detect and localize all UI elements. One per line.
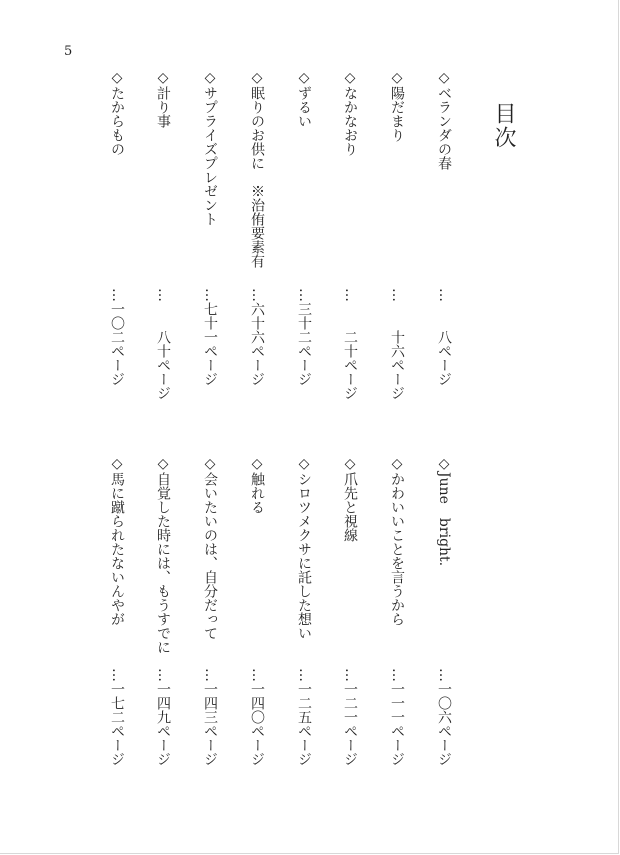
toc-entry-title: ◇爪先と視線	[342, 456, 358, 542]
toc-entry-title: ◇たからもの	[109, 70, 125, 156]
toc-entry-page: … 八十ページ	[155, 288, 171, 400]
toc-entry-title: ◇かわいいことを言うから	[389, 456, 405, 626]
toc-entry-title: ◇陽だまり	[389, 70, 405, 142]
toc-title: 目次	[491, 102, 516, 150]
toc-entry-page: …三十二ページ	[296, 288, 312, 386]
toc-entry-title: ◇ベランダの春	[436, 70, 452, 170]
toc-entry-page: … 二十ページ	[342, 288, 358, 400]
toc-entry-page: …一四〇ページ	[249, 668, 265, 766]
toc-entry-page: …一四九ページ	[155, 668, 171, 766]
toc-entry-page: …七十一ページ	[202, 288, 218, 386]
toc-entry-page: …一七二ページ	[109, 668, 125, 766]
toc-entry-title: ◇馬に蹴られたないんやが	[109, 456, 125, 626]
toc-entry-page: … 十六ページ	[389, 288, 405, 400]
page-number: 5	[64, 44, 73, 59]
toc-entry-title: ◇自覚した時には、もうすでに	[155, 456, 171, 654]
toc-entry-title: ◇眠りのお供に ※治侑要素有	[249, 70, 265, 268]
toc-entry-title: ◇シロツメクサに託した想い	[296, 456, 312, 640]
toc-entry-title: ◇June bright.	[436, 456, 452, 567]
toc-entry-page: …一四三ページ	[202, 668, 218, 766]
toc-entry-title: ◇なかなおり	[342, 70, 358, 156]
toc-entry-page: … 八ページ	[436, 288, 452, 386]
toc-entry-page: …一〇六ページ	[436, 668, 452, 766]
toc-entry-page: …一二一ページ	[342, 668, 358, 766]
toc-entry-title: ◇触れる	[249, 456, 265, 514]
toc-entry-title: ◇サプライズプレゼント	[202, 70, 218, 226]
toc-entry-page: …六十六ページ	[249, 288, 265, 386]
toc-entry-title: ◇ずるい	[296, 70, 312, 128]
toc-entry-page: …一二五ページ	[296, 668, 312, 766]
toc-entry-title: ◇会いたいのは、自分だって	[202, 456, 218, 640]
toc-entry-page: …一〇二ページ	[109, 288, 125, 386]
toc-entry-page: …一一一ページ	[389, 668, 405, 766]
toc-entry-title: ◇計り事	[155, 70, 171, 128]
